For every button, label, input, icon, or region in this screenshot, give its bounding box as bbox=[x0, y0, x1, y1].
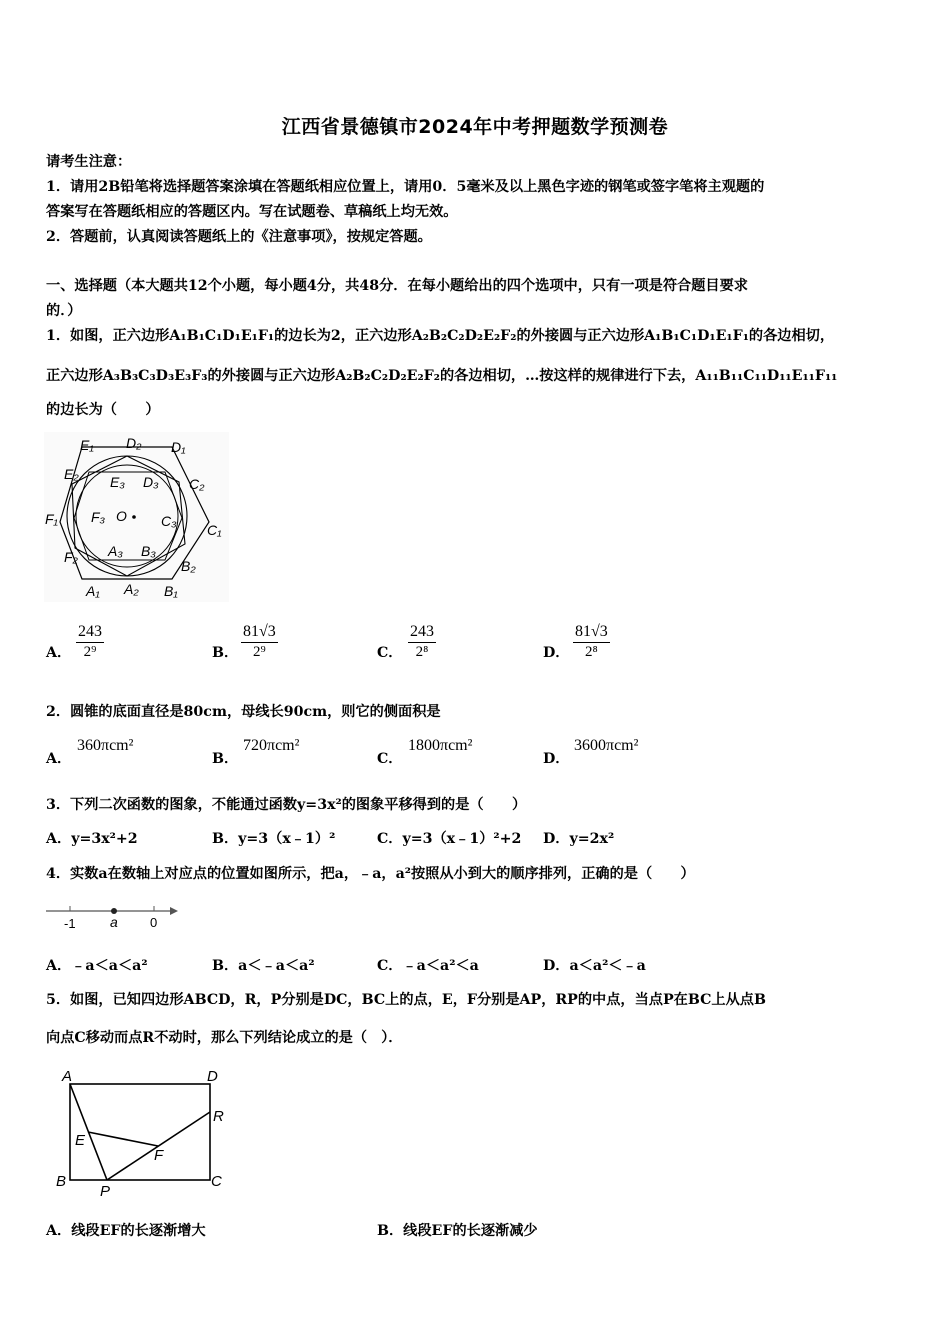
q1-stem-line2: 正六边形A₃B₃C₃D₃E₃F₃的外接圆与正六边形A₂B₂C₂D₂E₂F₂的各边相切，…按这样的规律进行下去，A₁₁B₁₁C₁₁D₁₁E₁₁F₁₁ bbox=[46, 368, 838, 384]
q2-option-b-label: B． bbox=[212, 751, 239, 767]
q4-stem: 4．实数a在数轴上对应点的位置如图所示，把a，﹣a，a²按照从小到大的顺序排列，正确的是（ ） bbox=[46, 866, 695, 882]
center-point bbox=[132, 515, 136, 519]
label-F2: F₂ bbox=[64, 549, 78, 565]
label-E1: E₁ bbox=[80, 437, 94, 453]
q1-option-c-label: C． bbox=[377, 645, 403, 661]
q4-number-line bbox=[44, 898, 184, 934]
q5-quadrilateral-figure bbox=[50, 1062, 235, 1202]
q1-option-d-label: D． bbox=[543, 645, 570, 661]
q5-stem-line2: 向点C移动而点R不动时，那么下列结论成立的是（ ）． bbox=[46, 1030, 403, 1046]
axis-label-a: a bbox=[110, 914, 118, 930]
q2-option-b-value: 720πcm² bbox=[243, 737, 300, 754]
q3-option-d: D．y=2x² bbox=[543, 831, 615, 847]
q1-option-a-fraction bbox=[76, 623, 104, 661]
label-A1: A₁ bbox=[86, 583, 100, 599]
q1-stem-line3: 的边长为（ ） bbox=[46, 402, 160, 418]
label-C: C bbox=[211, 1173, 222, 1190]
q1-option-a-denominator: 2⁹ bbox=[83, 644, 97, 660]
q1-option-b-numerator: 81√3 bbox=[243, 623, 276, 640]
q1-option-a-label: A． bbox=[46, 645, 72, 661]
q1-option-d-numerator: 81√3 bbox=[575, 623, 608, 640]
q3-option-b: B．y=3（x﹣1）² bbox=[212, 831, 336, 847]
label-F3: F₃ bbox=[91, 509, 106, 525]
q2-option-c-label: C． bbox=[377, 751, 403, 767]
q4-option-c: C．﹣a＜a²＜a bbox=[377, 958, 479, 974]
q2-option-d-label: D． bbox=[543, 751, 570, 767]
notice-heading: 请考生注意： bbox=[46, 154, 132, 170]
label-F1: F₁ bbox=[45, 511, 58, 527]
q3-option-c: C．y=3（x﹣1）²+2 bbox=[377, 831, 522, 847]
q2-stem: 2．圆锥的底面直径是80cm，母线长90cm，则它的侧面积是 bbox=[46, 704, 441, 720]
q5-option-b: B．线段EF的长逐渐减少 bbox=[377, 1223, 538, 1239]
q4-option-a: A．﹣a＜a＜a² bbox=[46, 958, 148, 974]
q1-hexagon-figure bbox=[44, 432, 229, 602]
label-D2: D₂ bbox=[126, 435, 142, 451]
notice-item-2: 2．答题前，认真阅读答题纸上的《注意事项》，按规定答题。 bbox=[46, 229, 432, 245]
page-title: 江西省景德镇市2024年中考押题数学预测卷 bbox=[281, 116, 669, 138]
q3-stem: 3．下列二次函数的图象，不能通过函数y=3x²的图象平移得到的是（ ） bbox=[46, 797, 527, 813]
segment-ef bbox=[88, 1132, 158, 1146]
label-E: E bbox=[75, 1132, 86, 1149]
label-B: B bbox=[56, 1173, 67, 1190]
label-C2: C₂ bbox=[189, 476, 205, 492]
label-C1: C₁ bbox=[207, 522, 222, 538]
label-B1: B₁ bbox=[164, 583, 178, 599]
notice-item-1-cont: 答案写在答题纸相应的答题区内。写在试题卷、草稿纸上均无效。 bbox=[46, 204, 458, 220]
axis-label-zero: 0 bbox=[150, 915, 158, 930]
label-P: P bbox=[100, 1183, 111, 1200]
q1-option-c-fraction bbox=[408, 623, 436, 661]
label-O: O bbox=[116, 508, 127, 524]
q1-option-a-numerator: 243 bbox=[78, 623, 102, 640]
label-B3: B₃ bbox=[141, 543, 156, 559]
label-F: F bbox=[154, 1147, 164, 1164]
segment-pr bbox=[107, 1112, 210, 1180]
label-D1: D₁ bbox=[171, 439, 186, 455]
label-A: A bbox=[62, 1068, 73, 1085]
section-heading-cont: 的．） bbox=[46, 303, 82, 319]
q5-stem-line1: 5．如图，已知四边形ABCD，R，P分别是DC，BC上的点，E，F分别是AP，RP的中点，当点P在BC上从点B bbox=[46, 992, 766, 1008]
label-E3: E₃ bbox=[110, 474, 125, 490]
q2-option-c-value: 1800πcm² bbox=[408, 737, 473, 754]
section-heading: 一、选择题（本大题共12个小题，每小题4分，共48分．在每小题给出的四个选项中，只有一项是符合题目要求 bbox=[46, 278, 748, 294]
q2-option-a-label: A． bbox=[46, 751, 72, 767]
label-C3: C₃ bbox=[161, 513, 177, 529]
q4-option-b: B．a＜﹣a＜a² bbox=[212, 958, 315, 974]
label-A2: A₂ bbox=[124, 581, 139, 597]
notice-item-1: 1．请用2B铅笔将选择题答案涂填在答题纸相应位置上，请用0．5毫米及以上黑色字迹的钢笔或签字笔将主观题的 bbox=[46, 179, 765, 195]
q1-option-c-numerator: 243 bbox=[410, 623, 434, 640]
q1-option-b-denominator: 2⁹ bbox=[253, 644, 266, 660]
label-E2: E₂ bbox=[64, 466, 79, 482]
q1-option-b-label: B． bbox=[212, 645, 239, 661]
q1-option-b-fraction bbox=[241, 623, 278, 661]
q2-option-a-value: 360πcm² bbox=[77, 737, 134, 754]
label-B2: B₂ bbox=[181, 558, 196, 574]
q1-stem-line1: 1．如图，正六边形A₁B₁C₁D₁E₁F₁的边长为2，正六边形A₂B₂C₂D₂E₂F₂的外接圆与正六边形A₁B₁C₁D₁E₁F₁的各边相切， bbox=[46, 328, 835, 344]
label-A3: A₃ bbox=[108, 543, 123, 559]
label-R: R bbox=[213, 1108, 224, 1125]
label-D3: D₃ bbox=[143, 474, 159, 490]
q1-option-d-denominator: 2⁸ bbox=[585, 644, 598, 660]
axis-arrow bbox=[170, 907, 178, 915]
q2-option-d-value: 3600πcm² bbox=[574, 737, 639, 754]
label-D: D bbox=[207, 1068, 218, 1085]
q1-option-d-fraction bbox=[573, 623, 610, 661]
q5-option-a: A．线段EF的长逐渐增大 bbox=[46, 1223, 206, 1239]
axis-label-minus-one: -1 bbox=[64, 916, 76, 931]
q4-option-d: D．a＜a²＜﹣a bbox=[543, 958, 646, 974]
q1-option-c-denominator: 2⁸ bbox=[415, 644, 429, 660]
q3-option-a: A．y=3x²+2 bbox=[46, 831, 138, 847]
